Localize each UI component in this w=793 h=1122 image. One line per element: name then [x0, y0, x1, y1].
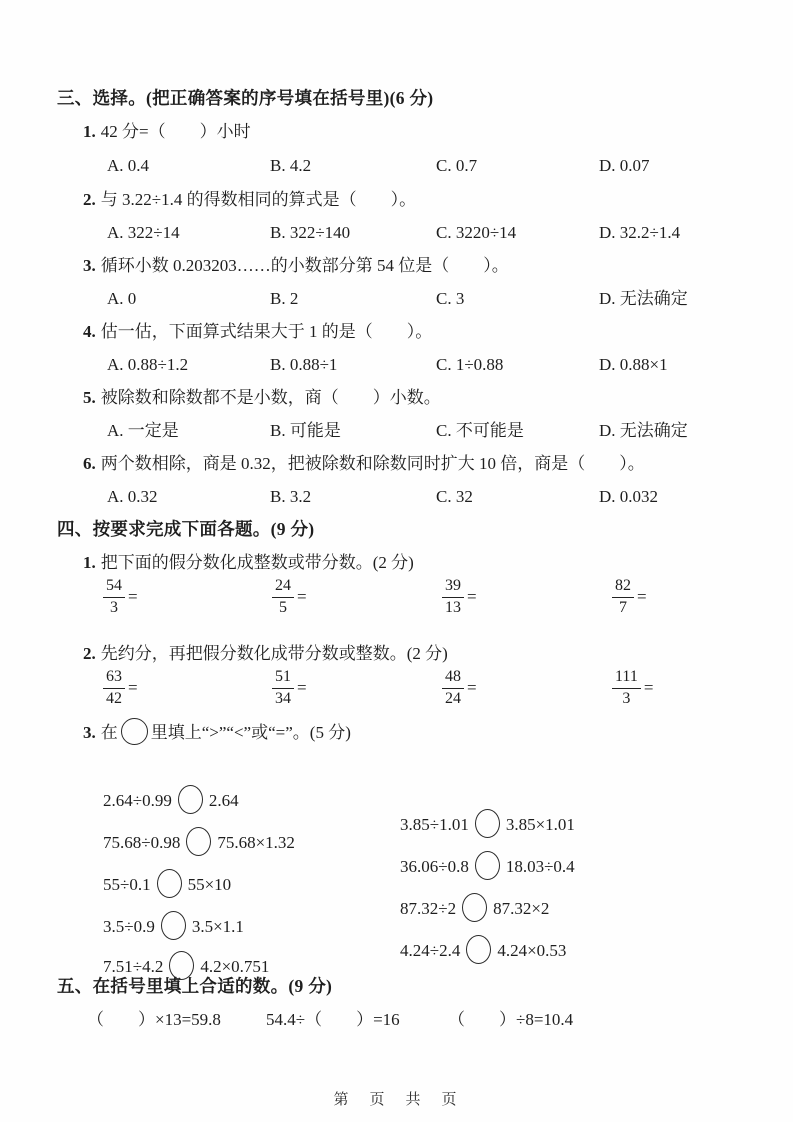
expression-left: 36.06÷0.8 — [400, 857, 469, 876]
fraction — [272, 668, 294, 708]
subquestion-text: 先约分，再把假分数化成带分数或整数。(2 分) — [100, 644, 448, 663]
fill-blank-item: （ ）×13=59.8 — [87, 1010, 221, 1029]
question-number: 1. — [83, 122, 96, 141]
options-row — [107, 419, 793, 443]
fraction-denominator: 3 — [622, 689, 631, 707]
expression-right: 87.32×2 — [493, 899, 550, 918]
fill-blank-item: （ ）÷8=10.4 — [448, 1010, 574, 1029]
option-d: D. 无法确定 — [599, 289, 688, 308]
option-a: A. 322÷14 — [107, 223, 180, 242]
option-c: C. 3220÷14 — [436, 223, 517, 242]
question-number: 6. — [83, 454, 96, 473]
fraction-row — [103, 575, 793, 619]
fraction-numerator: 63 — [103, 668, 125, 688]
expression-right: 18.03÷0.4 — [505, 857, 575, 876]
option-a: A. 0.32 — [107, 487, 158, 506]
equals-sign: = — [128, 678, 138, 697]
expression-left: 75.68÷0.98 — [103, 833, 181, 852]
fraction-problem — [442, 668, 612, 708]
option-d: D. 0.032 — [599, 487, 659, 506]
question-number: 5. — [83, 388, 96, 407]
options-row — [107, 287, 793, 311]
fraction-problem — [442, 577, 612, 617]
expression-left: 3.85÷1.01 — [400, 815, 469, 834]
option-b: B. 可能是 — [270, 421, 341, 440]
subquestion-text-post: 里填上“>”“<”或“=”。(5 分) — [150, 723, 351, 742]
option-c: C. 0.7 — [436, 156, 478, 175]
fill-blank-row — [87, 1008, 793, 1032]
fraction — [103, 577, 125, 617]
question-text: 42 分=（ ）小时 — [100, 122, 251, 141]
question-text: 与 3.22÷1.4 的得数相同的算式是（ ）。 — [100, 190, 417, 209]
fraction-denominator: 42 — [106, 689, 122, 707]
question-stem — [83, 254, 783, 278]
fraction-problem — [612, 577, 793, 617]
expression-right: 4.2×0.751 — [200, 957, 270, 976]
expression-right: 3.5×1.1 — [191, 917, 244, 936]
question-number: 3. — [83, 256, 96, 275]
question-stem — [83, 386, 783, 410]
fraction-denominator: 24 — [445, 689, 461, 707]
option-b: B. 3.2 — [270, 487, 312, 506]
blank-circle-icon — [121, 718, 148, 745]
option-d: D. 无法确定 — [599, 421, 688, 440]
options-row — [107, 154, 793, 178]
subquestion-number: 2. — [83, 644, 96, 663]
fraction-problem — [612, 668, 793, 708]
fraction — [103, 668, 125, 708]
fraction-denominator: 7 — [619, 598, 627, 616]
equals-sign: = — [297, 587, 307, 606]
subquestion-stem — [83, 551, 783, 575]
option-d: D. 0.88×1 — [599, 355, 668, 374]
option-b: B. 322÷140 — [270, 223, 351, 242]
expression-right: 3.85×1.01 — [505, 815, 575, 834]
option-a: A. 0 — [107, 289, 137, 308]
section3-title: 三、选择。(把正确答案的序号填在括号里)(6 分) — [57, 88, 434, 108]
fraction-numerator: 48 — [442, 668, 464, 688]
fraction-denominator: 34 — [275, 689, 291, 707]
subquestion-number: 1. — [83, 553, 96, 572]
question-number: 2. — [83, 190, 96, 209]
expression-right: 2.64 — [208, 791, 239, 810]
option-a: A. 0.4 — [107, 156, 150, 175]
subquestion-stem — [83, 642, 783, 666]
fraction-numerator: 51 — [272, 668, 294, 688]
expression-right: 55×10 — [187, 875, 232, 894]
subquestion-stem — [83, 718, 783, 745]
fraction-numerator: 24 — [272, 577, 294, 597]
question-text: 被除数和除数都不是小数，商（ ）小数。 — [100, 388, 441, 407]
expression-left: 7.51÷4.2 — [103, 957, 164, 976]
expression-left: 87.32÷2 — [400, 899, 457, 918]
fraction-problem — [272, 577, 442, 617]
option-d: D. 0.07 — [599, 156, 650, 175]
fraction-denominator: 5 — [279, 598, 287, 616]
expression-right: 4.24×0.53 — [497, 941, 567, 960]
option-d: D. 32.2÷1.4 — [599, 223, 681, 242]
comparison-row — [0, 845, 793, 918]
options-row — [107, 353, 793, 377]
option-b: B. 2 — [270, 289, 299, 308]
fraction-numerator: 54 — [103, 577, 125, 597]
comparison-row — [0, 803, 793, 876]
expression-left: 4.24÷2.4 — [400, 941, 461, 960]
fraction-problem — [103, 577, 272, 617]
fraction-numerator: 111 — [612, 668, 641, 688]
fraction — [272, 577, 294, 617]
fraction-problem — [103, 668, 272, 708]
fraction — [442, 577, 464, 617]
fraction-denominator: 3 — [110, 598, 118, 616]
option-b: B. 4.2 — [270, 156, 312, 175]
question-stem — [83, 188, 783, 212]
comparison-row — [0, 887, 793, 960]
question-stem — [83, 320, 783, 344]
fraction — [442, 668, 464, 708]
fill-blank-item: 54.4÷（ ）=16 — [266, 1010, 400, 1029]
option-c: C. 32 — [436, 487, 473, 506]
equals-sign: = — [128, 587, 138, 606]
section5-title: 五、在括号里填上合适的数。(9 分) — [57, 976, 333, 996]
question-text: 估一估，下面算式结果大于 1 的是（ ）。 — [100, 322, 433, 341]
question-number: 4. — [83, 322, 96, 341]
question-stem — [83, 120, 783, 144]
expression-left: 55÷0.1 — [103, 875, 151, 894]
section4-title: 四、按要求完成下面各题。(9 分) — [57, 519, 315, 539]
page-footer: 第 页 共 页 — [333, 1092, 460, 1108]
options-row — [107, 221, 793, 245]
option-b: B. 0.88÷1 — [270, 355, 338, 374]
equals-sign: = — [297, 678, 307, 697]
option-a: A. 一定是 — [107, 421, 179, 440]
fraction — [612, 668, 641, 708]
fraction-numerator: 82 — [612, 577, 634, 597]
fraction-problem — [272, 668, 442, 708]
equals-sign: = — [643, 678, 654, 697]
fraction-denominator: 13 — [445, 598, 461, 616]
fraction — [612, 577, 634, 617]
subquestion-text: 把下面的假分数化成整数或带分数。(2 分) — [100, 553, 414, 572]
fraction-numerator: 39 — [442, 577, 464, 597]
subquestion-number: 3. — [83, 723, 96, 742]
options-row — [107, 485, 793, 509]
option-c: C. 1÷0.88 — [436, 355, 504, 374]
comparison-row — [0, 761, 793, 834]
expression-left: 3.5÷0.9 — [103, 917, 155, 936]
question-text: 两个数相除，商是 0.32，把被除数和除数同时扩大 10 倍，商是（ ）。 — [100, 454, 645, 473]
question-text: 循环小数 0.203203……的小数部分第 54 位是（ ）。 — [100, 256, 509, 275]
option-a: A. 0.88÷1.2 — [107, 355, 189, 374]
equals-sign: = — [637, 587, 647, 606]
option-c: C. 不可能是 — [436, 421, 524, 440]
fraction-row — [103, 666, 793, 710]
subquestion-text-pre: 在 — [100, 723, 118, 742]
option-c: C. 3 — [436, 289, 465, 308]
comparison-row — [0, 927, 793, 976]
expression-right: 75.68×1.32 — [217, 833, 295, 852]
equals-sign: = — [467, 587, 477, 606]
question-stem — [83, 452, 783, 476]
expression-left: 2.64÷0.99 — [103, 791, 172, 810]
equals-sign: = — [467, 678, 477, 697]
